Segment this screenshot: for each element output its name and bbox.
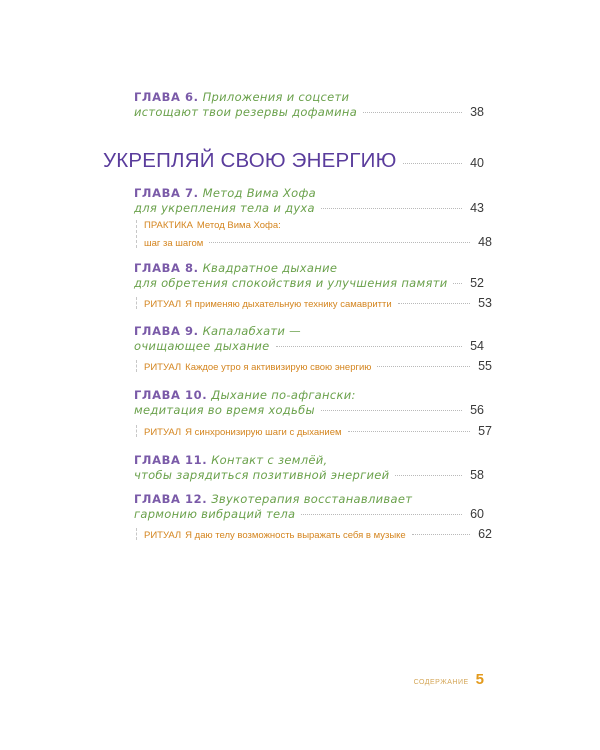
chapter-title-line1: Дыхание по-афгански:: [211, 388, 356, 402]
dot-leader: [412, 534, 470, 535]
page-number: 52: [470, 276, 484, 290]
dot-leader: [301, 514, 462, 515]
toc-entry-ritual[interactable]: [136, 425, 492, 437]
ritual-title: Каждое утро я активизирую свою энергию: [185, 362, 372, 373]
dot-leader: [209, 242, 470, 243]
toc-entry-chapter-7[interactable]: [134, 186, 484, 216]
chapter-title-line2: чтобы зарядиться позитивной энергией: [134, 468, 390, 482]
page-number: 55: [478, 359, 492, 373]
ritual-label: РИТУАЛ: [144, 362, 182, 373]
chapter-label: ГЛАВА 10.: [134, 388, 208, 402]
chapter-label: ГЛАВА 11.: [134, 453, 208, 467]
dot-leader: [453, 283, 462, 284]
ritual-label: РИТУАЛ: [144, 530, 182, 541]
page-number: 43: [470, 201, 484, 215]
chapter-title-line1: Метод Вима Хофа: [202, 186, 316, 200]
toc-section-heading[interactable]: [103, 149, 484, 173]
chapter-title-line2: истощают твои резервы дофамина: [134, 105, 358, 119]
page-number: 62: [478, 527, 492, 541]
page-number: 40: [470, 156, 484, 170]
dot-leader: [398, 303, 470, 304]
toc-entry-practice[interactable]: [136, 220, 492, 248]
chapter-title-line2: для обретения спокойствия и улучшения памяти: [134, 276, 448, 290]
toc-entry-ritual[interactable]: [136, 297, 492, 309]
chapter-title-line2: медитация во время ходьбы: [134, 403, 315, 417]
dot-leader: [321, 208, 462, 209]
chapter-label: ГЛАВА 9.: [134, 324, 199, 338]
chapter-title-line1: Приложения и соцсети: [202, 90, 350, 104]
ritual-title: Я даю телу возможность выражать себя в музыке: [185, 530, 406, 541]
practice-label: ПРАКТИКА: [144, 220, 193, 231]
chapter-title-line2: очищающее дыхание: [134, 339, 270, 353]
ritual-title: Я применяю дыхательную технику самавритти: [185, 299, 392, 310]
ritual-label: РИТУАЛ: [144, 427, 182, 438]
page-number: 53: [478, 296, 492, 310]
chapter-title-line2: для укрепления тела и духа: [134, 201, 315, 215]
page-number: 38: [470, 105, 484, 119]
toc-entry-ritual[interactable]: [136, 360, 492, 372]
toc-entry-chapter-12[interactable]: [134, 492, 484, 522]
page-number: 54: [470, 339, 484, 353]
chapter-label: ГЛАВА 6.: [134, 90, 199, 104]
chapter-title-line1: Звукотерапия восстанавливает: [211, 492, 413, 506]
page-number: 48: [478, 235, 492, 249]
practice-title-line1: Метод Вима Хофа:: [196, 220, 281, 231]
dot-leader: [276, 346, 462, 347]
toc-entry-chapter-10[interactable]: [134, 388, 484, 418]
chapter-title-line1: Квадратное дыхание: [202, 261, 338, 275]
page-number: 58: [470, 468, 484, 482]
chapter-title-line1: Контакт с землёй,: [211, 453, 328, 467]
dot-leader: [377, 366, 470, 367]
toc-entry-chapter-8[interactable]: [134, 261, 484, 291]
section-title: УКРЕПЛЯЙ СВОЮ ЭНЕРГИЮ: [103, 149, 397, 172]
toc-entry-ritual[interactable]: [136, 528, 492, 540]
toc-entry-chapter-9[interactable]: [134, 324, 484, 354]
page-number: 60: [470, 507, 484, 521]
dot-leader: [403, 163, 462, 164]
dot-leader: [348, 431, 470, 432]
chapter-label: ГЛАВА 7.: [134, 186, 199, 200]
dot-leader: [321, 410, 462, 411]
practice-title-line2: шаг за шагом: [144, 238, 204, 249]
page-number: 56: [470, 403, 484, 417]
chapter-label: ГЛАВА 12.: [134, 492, 208, 506]
dot-leader: [395, 475, 462, 476]
dot-leader: [363, 112, 462, 113]
footer-page-number: 5: [475, 671, 484, 688]
chapter-label: ГЛАВА 8.: [134, 261, 199, 275]
ritual-title: Я синхронизирую шаги с дыханием: [185, 427, 342, 438]
chapter-title-line1: Капалабхати —: [202, 324, 301, 338]
chapter-title-line2: гармонию вибраций тела: [134, 507, 296, 521]
footer-label: СОДЕРЖАНИЕ: [413, 679, 469, 686]
toc-entry-chapter-6[interactable]: [134, 90, 484, 120]
ritual-label: РИТУАЛ: [144, 299, 182, 310]
toc-entry-chapter-11[interactable]: [134, 453, 484, 483]
page-footer: [414, 671, 484, 688]
page-number: 57: [478, 424, 492, 438]
